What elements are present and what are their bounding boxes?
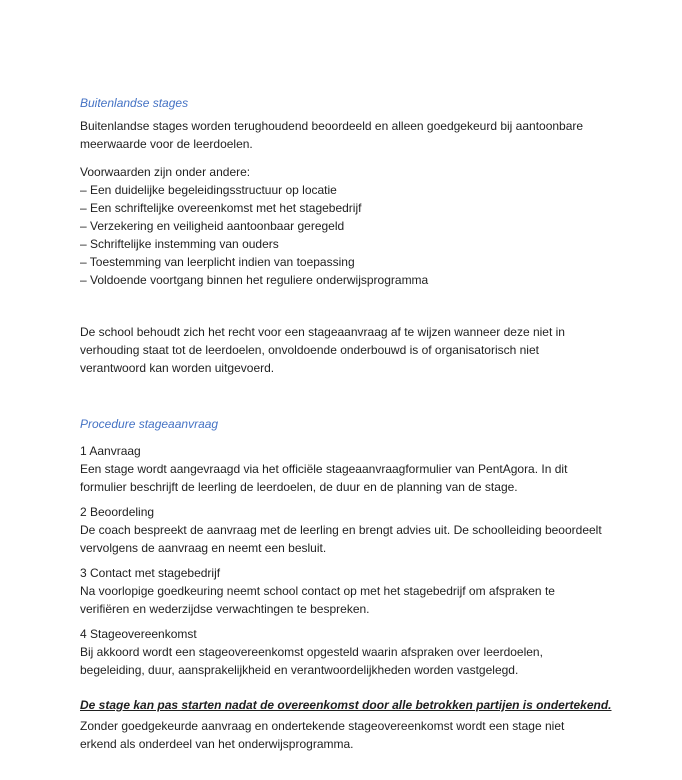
paragraph-closing: Zonder goedgekeurde aanvraag en ondertekende stageovereenkomst wordt een stage niet erkend als onderdeel van het onderwijsprogramma.	[80, 719, 565, 751]
procedure-step	[80, 564, 604, 618]
document-content	[80, 94, 612, 753]
conditions-list	[80, 181, 604, 289]
list-item: – Verzekering en veiligheid aantoonbaar geregeld	[80, 219, 345, 233]
list-item: – Een duidelijke begeleidingsstructuur op locatie	[80, 183, 337, 197]
step-body: Een stage wordt aangevraagd via het officiële stageaanvraagformulier van PentAgora. In dit formulier beschrijft de leerling de leerdoelen, de duur en de planning van de stage.	[80, 462, 568, 494]
emphasis-signing-requirement: De stage kan pas starten nadat de overeenkomst door alle betrokken partijen is ondertekend.	[80, 698, 612, 712]
procedure-step	[80, 442, 604, 496]
list-item: – Schriftelijke instemming van ouders	[80, 237, 279, 251]
spacer	[80, 299, 604, 323]
paragraph-refusal-policy: De school behoudt zich het recht voor een stageaanvraag af te wijzen wanneer deze niet in verhouding staat tot de leerdoelen, onvoldoende onderbouwd is of organisatorisch niet verantwoord kan worden uitgevoerd.	[80, 325, 565, 375]
procedure-step	[80, 625, 604, 679]
spacer	[80, 686, 604, 696]
step-title: 2 Beoordeling	[80, 505, 155, 519]
spacer	[80, 387, 604, 415]
section-heading-buitenlandse-stages: Buitenlandse stages	[80, 96, 189, 110]
step-body: Bij akkoord wordt een stageovereenkomst opgesteld waarin afspraken over leerdoelen, begeleiding, duur, aansprakelijkheid en verantwoordelijkheden worden vastgelegd.	[80, 645, 543, 677]
list-item: – Voldoende voortgang binnen het reguliere onderwijsprogramma	[80, 273, 429, 287]
step-title: 1 Aanvraag	[80, 444, 141, 458]
list-item: – Toestemming van leerplicht indien van toepassing	[80, 255, 355, 269]
step-title: 3 Contact met stagebedrijf	[80, 566, 221, 580]
paragraph-conditions-intro: Voorwaarden zijn onder andere:	[80, 165, 251, 179]
list-item: – Een schriftelijke overeenkomst met het stagebedrijf	[80, 201, 362, 215]
step-body: De coach bespreekt de aanvraag met de leerling en brengt advies uit. De schoolleiding beoordeelt vervolgens de aanvraag en neemt een besluit.	[80, 523, 602, 555]
section-heading-procedure-stageaanvraag: Procedure stageaanvraag	[80, 417, 219, 431]
step-body: Na voorlopige goedkeuring neemt school contact op met het stagebedrijf om afspraken te verifiëren en wederzijdse verwachtingen te bespreken.	[80, 584, 555, 616]
step-title: 4 Stageovereenkomst	[80, 627, 197, 641]
paragraph-intro: Buitenlandse stages worden terughoudend beoordeeld en alleen goedgekeurd bij aantoonbare meerwaarde voor de leerdoelen.	[80, 119, 584, 151]
procedure-step	[80, 503, 604, 557]
